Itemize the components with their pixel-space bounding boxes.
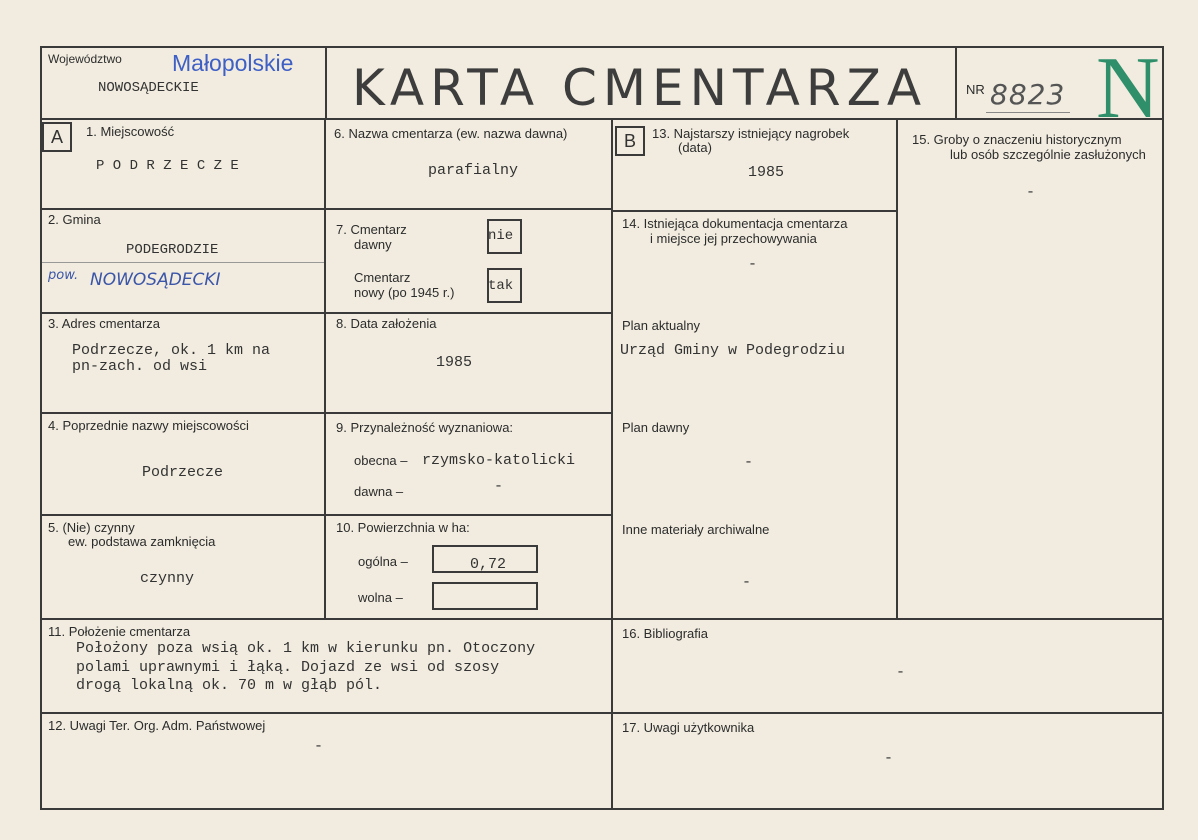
header-divider-1: [325, 46, 327, 118]
plan-dawny-value: -: [744, 454, 754, 471]
f9-dawna-value: -: [494, 478, 504, 495]
wojewodztwo-stamp: Małopolskie: [172, 50, 294, 76]
f13-label-2: (data): [678, 140, 712, 155]
col-divider-b: [611, 118, 613, 810]
f11-label: 11. Położenie cmentarza: [48, 624, 191, 639]
section-b-marker: B: [615, 126, 645, 156]
f1-label: 1. Miejscowość: [86, 124, 175, 139]
f17-value: -: [884, 750, 894, 767]
f13-label-1: 13. Najstarszy istniejący nagrobek: [652, 126, 850, 141]
f14-value: -: [748, 256, 758, 273]
nr-label: NR: [966, 82, 985, 97]
f7-label-2: dawny: [354, 237, 392, 252]
f10-ogolna-value: 0,72: [470, 556, 507, 573]
f15-value: -: [1026, 184, 1036, 201]
f11-line2: polami uprawnymi i łąką. Dojazd ze wsi od szosy: [76, 659, 500, 676]
frame-left: [40, 46, 42, 810]
plan-aktualny-value: Urząd Gminy w Podegrodziu: [620, 342, 846, 359]
row-line: [40, 712, 1164, 714]
f11-line1: Położony poza wsią ok. 1 km w kierunku pn. Otoczony: [76, 640, 536, 657]
f4-value: Podrzecze: [142, 464, 224, 481]
inne-materialy-value: -: [742, 574, 752, 591]
f6-value: parafialny: [428, 162, 519, 179]
f15-label-1: 15. Groby o znaczeniu historycznym: [912, 132, 1122, 147]
f10-wolna-label: wolna –: [358, 590, 403, 605]
f3-line1: Podrzecze, ok. 1 km na: [72, 342, 271, 359]
f9-dawna-label: dawna –: [354, 484, 404, 499]
f5-sublabel: ew. podstawa zamknięcia: [68, 534, 216, 549]
row-line: [40, 618, 1164, 620]
f7-nowy-label-1: Cmentarz: [354, 270, 411, 285]
col-divider-a: [324, 118, 326, 618]
row-line: [40, 312, 612, 314]
f2-pow-value: NOWOSĄDECKI: [90, 270, 221, 290]
f12-label: 12. Uwagi Ter. Org. Adm. Państwowej: [48, 718, 266, 733]
header-divider-2: [955, 46, 957, 118]
f1-value: P O D R Z E C Z E: [96, 158, 239, 174]
section-a-marker: A: [42, 122, 72, 152]
f2-value: PODEGRODZIE: [126, 242, 219, 258]
wojewodztwo-label: Województwo: [48, 52, 122, 66]
row-line: [40, 514, 612, 516]
header-bottom-line: [40, 118, 1164, 120]
f14-label-2: i miejsce jej przechowywania: [650, 231, 817, 246]
f9-obecna-label: obecna –: [354, 453, 408, 468]
wojewodztwo-typed: NOWOSĄDECKIE: [98, 80, 199, 96]
f10-wolna-box: [432, 582, 538, 610]
f9-label: 9. Przynależność wyznaniowa:: [336, 420, 514, 435]
inne-materialy-label: Inne materiały archiwalne: [622, 522, 770, 537]
frame-right: [1162, 46, 1164, 810]
f7-nowy-label-2: nowy (po 1945 r.): [354, 285, 455, 300]
nr-value: 8823: [990, 78, 1066, 111]
f13-value: 1985: [748, 164, 785, 181]
f4-label: 4. Poprzednie nazwy miejscowości: [48, 418, 249, 433]
f10-ogolna-label: ogólna –: [358, 554, 408, 569]
f3-line2: pn-zach. od wsi: [72, 358, 208, 375]
f12-value: -: [314, 738, 324, 755]
f8-label: 8. Data założenia: [336, 316, 437, 331]
gmina-subline: [42, 262, 324, 263]
f7-label-1: 7. Cmentarz: [336, 222, 407, 237]
f9-obecna-value: rzymsko-katolicki: [422, 452, 576, 469]
f7-nowy-value: tak: [488, 278, 514, 294]
f2-pow-prefix: pow.: [48, 268, 79, 283]
f17-label: 17. Uwagi użytkownika: [622, 720, 755, 735]
nr-underline: [986, 112, 1070, 113]
card-title: KARTA CMENTARZA: [352, 59, 928, 117]
f5-value: czynny: [140, 570, 195, 587]
row-line: [611, 210, 897, 212]
f10-label: 10. Powierzchnia w ha:: [336, 520, 470, 535]
f14-label-1: 14. Istniejąca dokumentacja cmentarza: [622, 216, 848, 231]
f6-label: 6. Nazwa cmentarza (ew. nazwa dawna): [334, 126, 568, 141]
f11-line3: drogą lokalną ok. 70 m w głąb pól.: [76, 677, 383, 694]
plan-aktualny-label: Plan aktualny: [622, 318, 701, 333]
frame-top: [40, 46, 1164, 48]
f7-dawny-value: nie: [488, 228, 514, 244]
f3-label: 3. Adres cmentarza: [48, 316, 160, 331]
f16-value: -: [896, 664, 906, 681]
plan-dawny-label: Plan dawny: [622, 420, 690, 435]
col-divider-c: [896, 118, 898, 620]
frame-bottom: [40, 808, 1164, 810]
f2-label: 2. Gmina: [48, 212, 101, 227]
f8-value: 1985: [436, 354, 473, 371]
f15-label-2: lub osób szczególnie zasłużonych: [950, 147, 1146, 162]
f16-label: 16. Bibliografia: [622, 626, 708, 641]
big-n-letter: N: [1096, 40, 1160, 137]
f5-label: 5. (Nie) czynny: [48, 520, 135, 535]
row-line: [40, 208, 612, 210]
row-line: [40, 412, 612, 414]
